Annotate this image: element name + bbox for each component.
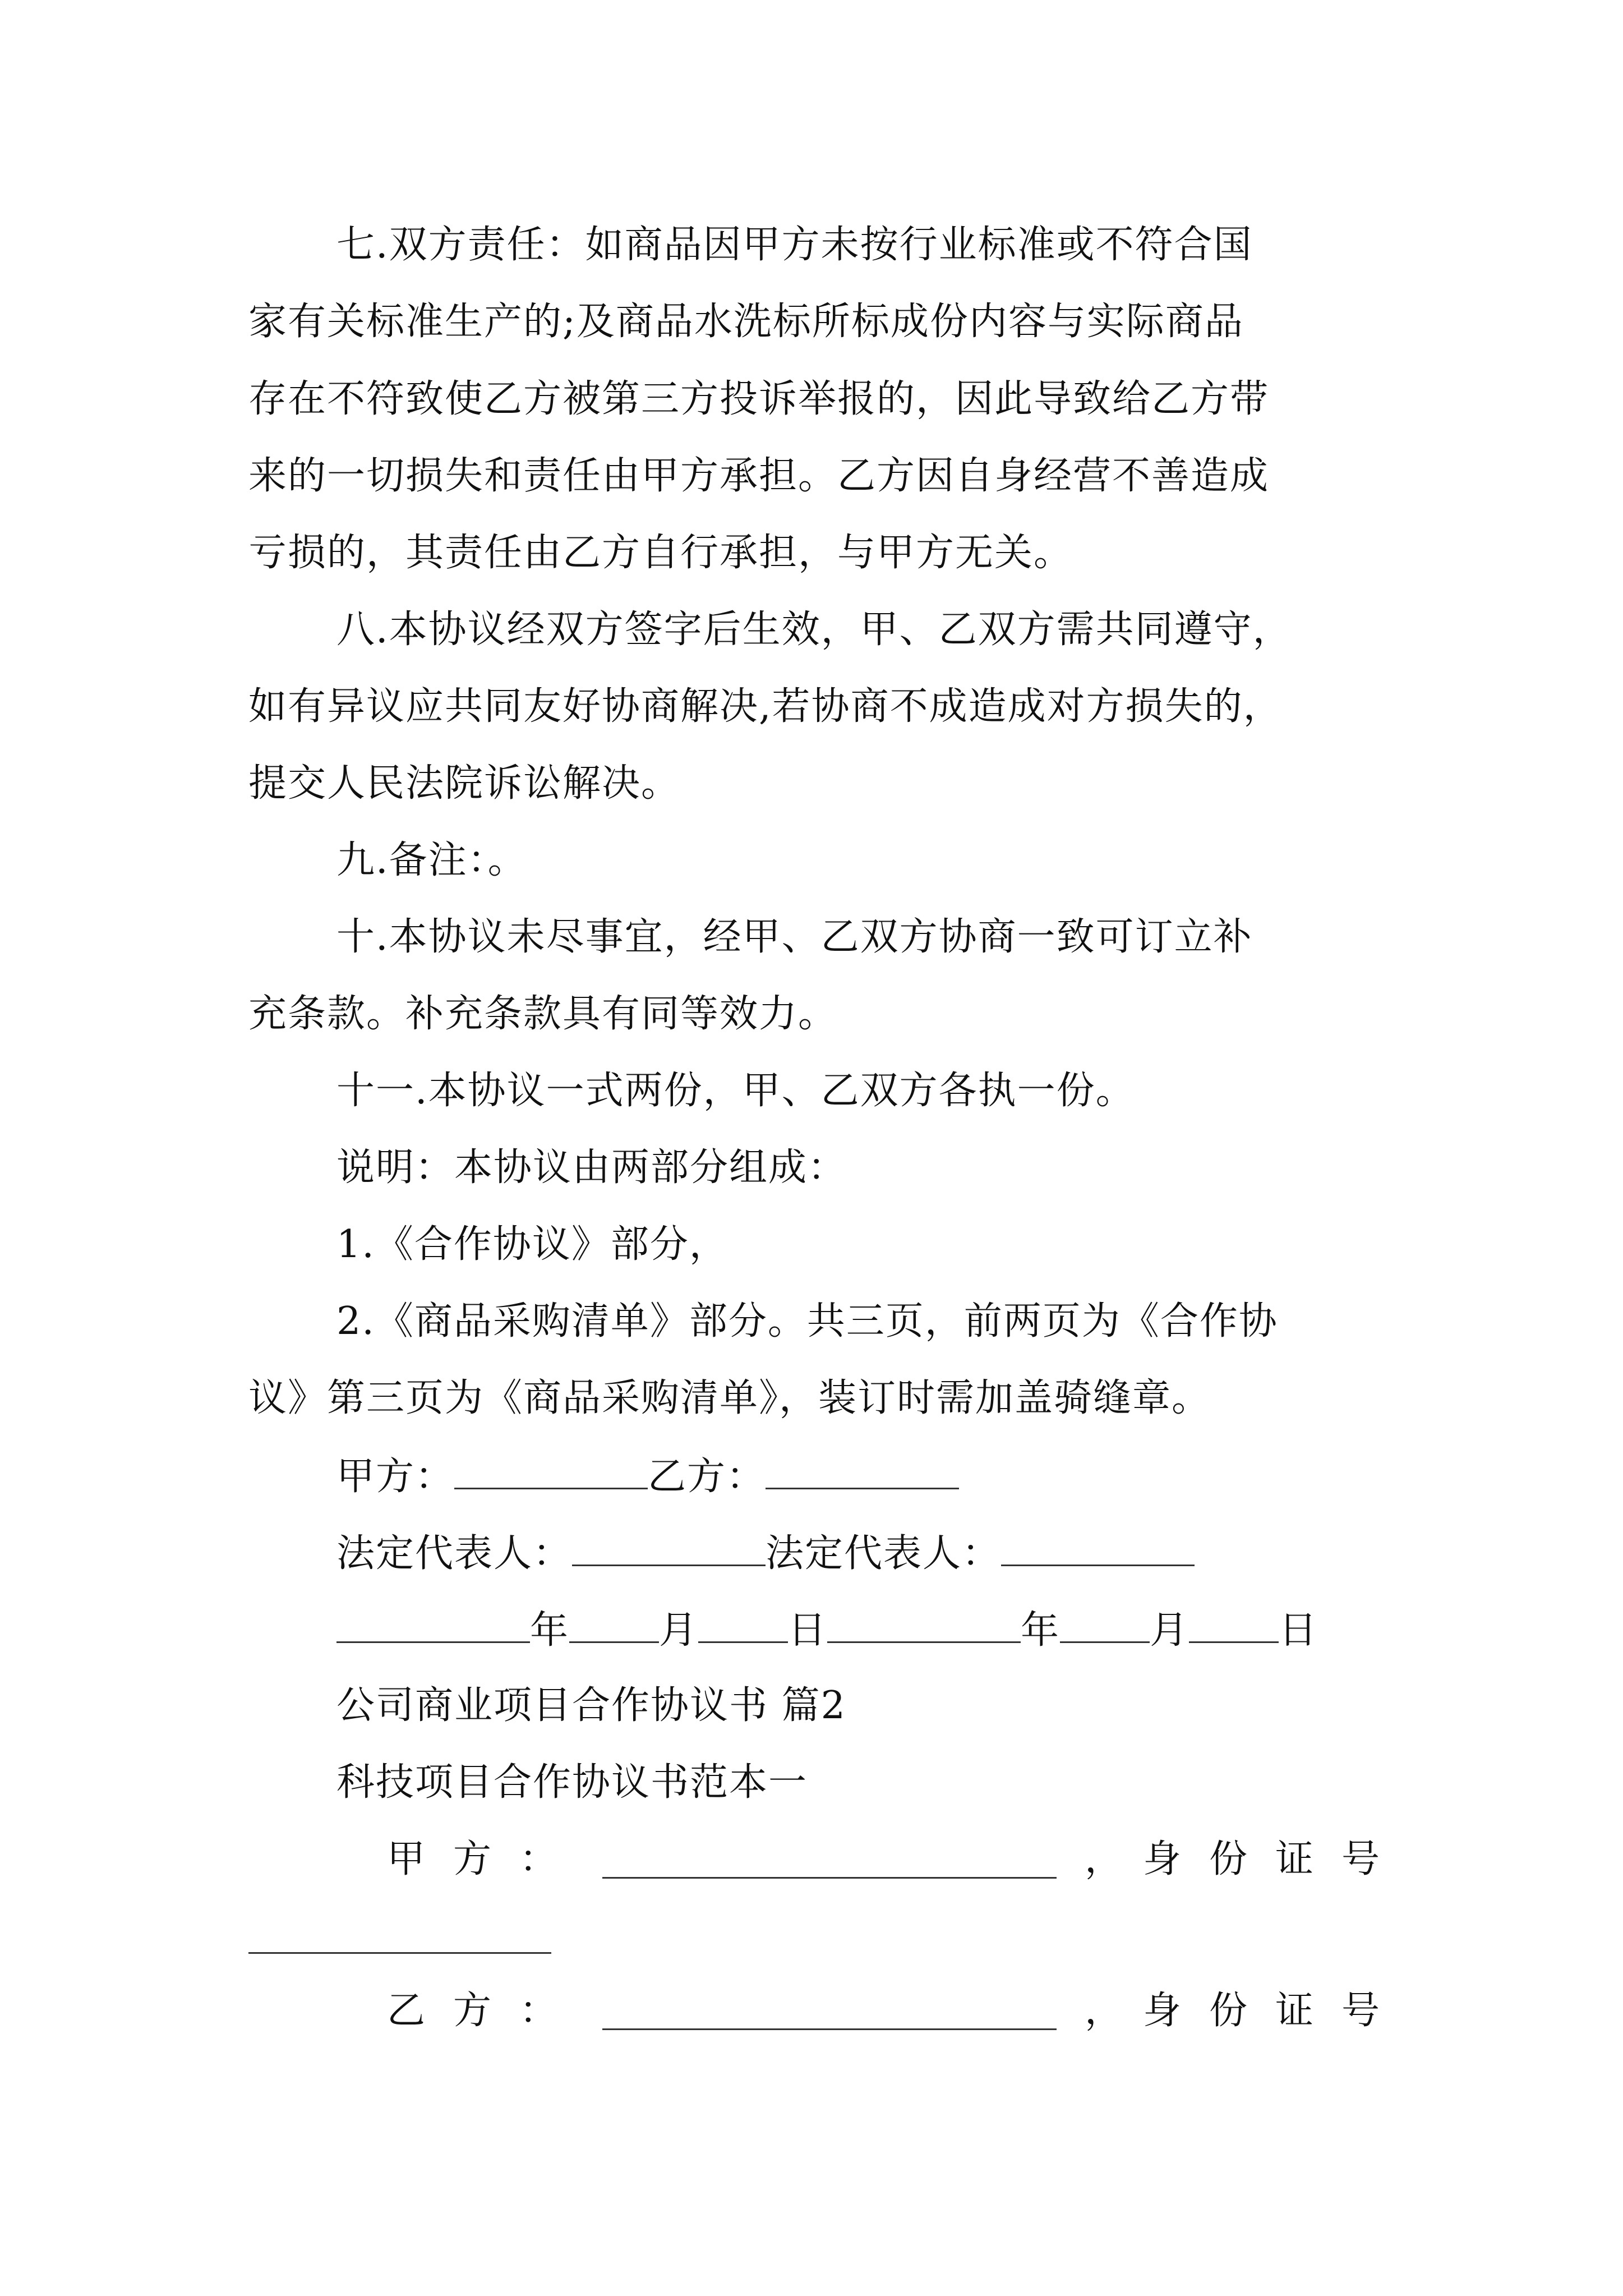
text-line: 家有关标准生产的;及商品水洗标所标成份内容与实际商品 bbox=[248, 300, 1244, 344]
comma: ， bbox=[1085, 1989, 1123, 2033]
text-line: 来的一切损失和责任由甲方承担。乙方因自身经营不善造成 bbox=[248, 454, 1270, 498]
text-line: 九.备注：。 bbox=[336, 838, 527, 882]
party-a-char: 甲 bbox=[387, 1837, 426, 1881]
text-line: 存在不符致使乙方被第三方投诉举报的，因此导致给乙方带 bbox=[248, 377, 1270, 421]
id-number-blank-line bbox=[248, 1952, 551, 1954]
signature-date-line bbox=[336, 1608, 1318, 1653]
section-title: 公司商业项目合作协议书 篇2 bbox=[336, 1683, 846, 1728]
text-line: 说明：本协议由两部分组成： bbox=[336, 1145, 847, 1190]
id-label-char: 号 bbox=[1341, 1837, 1380, 1881]
party-a-label: 甲方： bbox=[336, 1455, 455, 1499]
text-line: 十一.本协议一式两份，甲、乙双方各执一份。 bbox=[336, 1069, 1135, 1113]
text-line: 亏损的，其责任由乙方自行承担，与甲方无关。 bbox=[248, 531, 1073, 575]
text-line: 十.本协议未尽事宜，经甲、乙双方协商一致可订立补 bbox=[336, 915, 1253, 959]
year-b-blank bbox=[827, 1610, 1021, 1643]
id-label-char: 证 bbox=[1275, 1837, 1313, 1881]
party-a-char: 方 bbox=[453, 1837, 492, 1881]
year-label: 年 bbox=[1021, 1608, 1061, 1653]
day-label: 日 bbox=[1279, 1608, 1318, 1653]
rep-a-blank bbox=[572, 1533, 766, 1566]
id-label-char: 身 bbox=[1142, 1989, 1181, 2033]
comma: ， bbox=[1085, 1837, 1123, 1881]
id-label-char: 身 bbox=[1142, 1837, 1181, 1881]
month-a-blank bbox=[569, 1610, 659, 1643]
party-b-label: 乙方： bbox=[648, 1455, 766, 1499]
text-line: 充条款。补充条款具有同等效力。 bbox=[248, 992, 838, 1036]
signature-parties-line bbox=[336, 1455, 959, 1499]
text-line: 七.双方责任：如商品因甲方未按行业标准或不符合国 bbox=[336, 223, 1253, 267]
month-b-blank bbox=[1060, 1610, 1150, 1643]
rep-b-blank bbox=[1001, 1533, 1195, 1566]
id-label-char: 份 bbox=[1209, 1989, 1247, 2033]
party-a-id-line bbox=[387, 1837, 1380, 1881]
party-b-name-blank bbox=[602, 1997, 1057, 2030]
party-b-char: 方 bbox=[453, 1989, 492, 2033]
party-b-id-line bbox=[387, 1989, 1380, 2033]
party-a-blank bbox=[454, 1456, 648, 1489]
text-line: 议》第三页为《商品采购清单》，装订时需加盖骑缝章。 bbox=[248, 1376, 1211, 1420]
id-label-char: 份 bbox=[1209, 1837, 1247, 1881]
party-b-char: ： bbox=[519, 1989, 558, 2033]
text-line: 2.《商品采购清单》部分。共三页，前两页为《合作协 bbox=[336, 1299, 1278, 1343]
text-line: 八.本协议经双方签字后生效，甲、乙双方需共同遵守， bbox=[336, 608, 1292, 652]
text-line: 提交人民法院诉讼解决。 bbox=[248, 761, 681, 806]
day-label: 日 bbox=[788, 1608, 828, 1653]
id-label-char: 证 bbox=[1275, 1989, 1313, 2033]
rep-b-label: 法定代表人： bbox=[766, 1531, 1002, 1576]
year-label: 年 bbox=[530, 1608, 570, 1653]
month-label: 月 bbox=[1150, 1608, 1189, 1653]
party-b-blank bbox=[766, 1456, 959, 1489]
subtitle: 科技项目合作协议书范本一 bbox=[336, 1760, 808, 1805]
party-a-name-blank bbox=[602, 1846, 1057, 1879]
signature-rep-line bbox=[336, 1531, 1195, 1576]
day-b-blank bbox=[1189, 1610, 1279, 1643]
party-b-char: 乙 bbox=[387, 1989, 426, 2033]
party-a-char: ： bbox=[519, 1837, 558, 1881]
day-a-blank bbox=[698, 1610, 788, 1643]
year-a-blank bbox=[336, 1610, 530, 1643]
id-label-char: 号 bbox=[1341, 1989, 1380, 2033]
text-line: 1.《合作协议》部分， bbox=[336, 1222, 728, 1267]
month-label: 月 bbox=[659, 1608, 699, 1653]
text-line: 如有异议应共同友好协商解决,若协商不成造成对方损失的， bbox=[248, 684, 1283, 729]
rep-a-label: 法定代表人： bbox=[336, 1531, 573, 1576]
